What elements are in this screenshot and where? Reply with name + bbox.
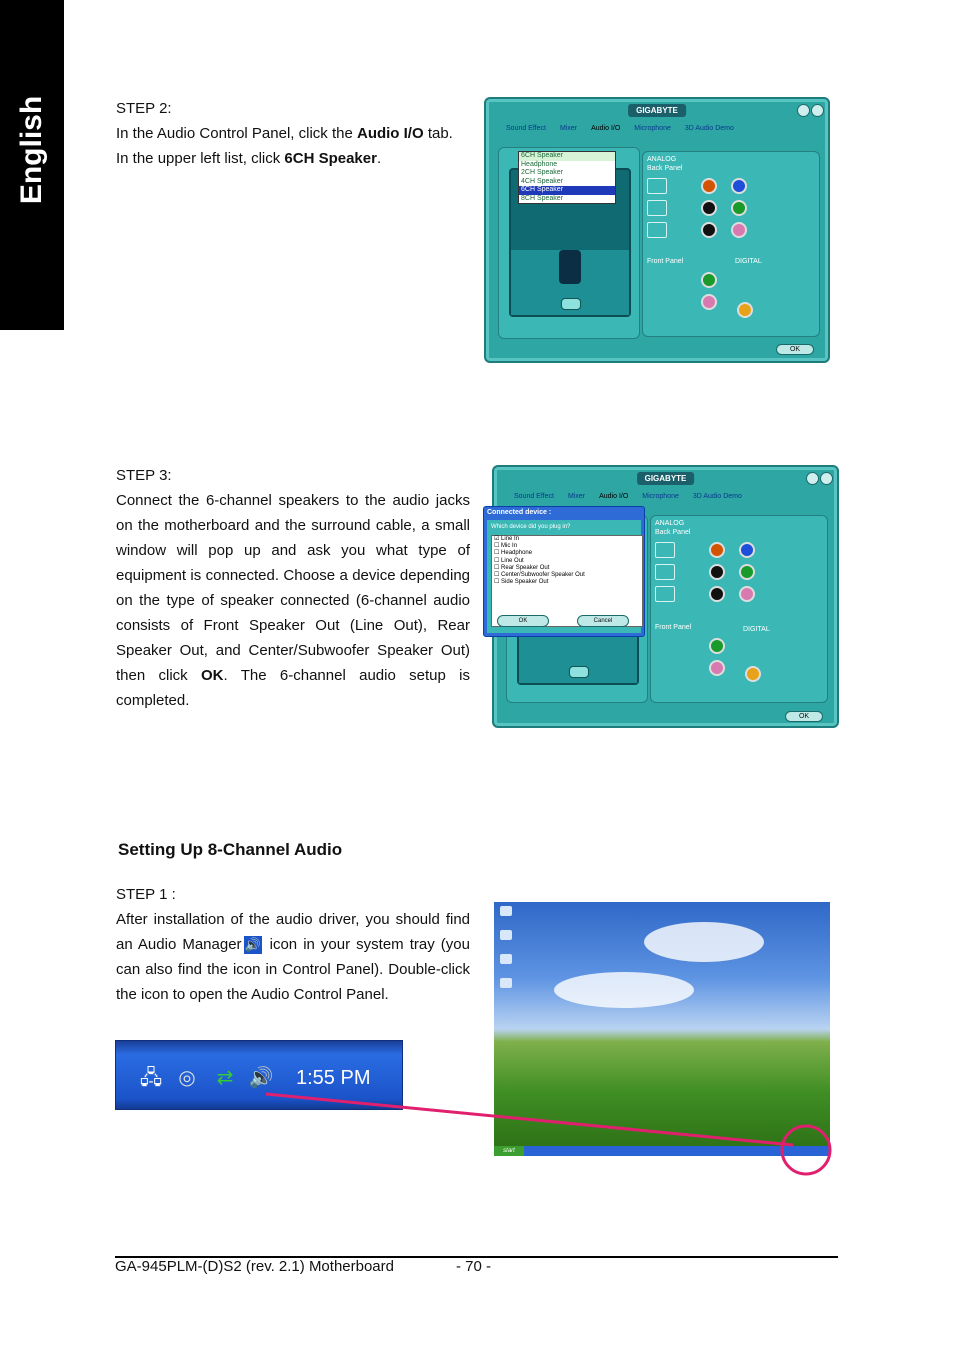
step2-heading: STEP 2:: [116, 100, 172, 117]
device-option[interactable]: ☐ Line Out: [494, 557, 524, 564]
footer-page-number: - 70 -: [456, 1258, 492, 1275]
device-option[interactable]: ☐ Headphone: [494, 550, 533, 557]
dropdown-value[interactable]: 6CH Speaker: [519, 152, 615, 161]
tab-audio-io[interactable]: Audio I/O: [599, 493, 629, 500]
device-option[interactable]: ☐ Center/Subwoofer Speaker Out: [494, 571, 585, 578]
gigabyte-logo: GIGABYTE: [637, 472, 695, 485]
dialog-cancel-button[interactable]: Cancel: [577, 615, 629, 627]
callout-line: [266, 1094, 793, 1145]
tab-audio-io[interactable]: Audio I/O: [591, 125, 621, 132]
dialog-question: Which device did you plug in?: [491, 524, 571, 530]
front-panel-label: Front Panel: [647, 258, 684, 265]
back-panel-label: Back Panel: [647, 165, 683, 172]
tray-clock: 1:55 PM: [296, 1067, 371, 1089]
tab-3d-audio-demo[interactable]: 3D Audio Demo: [692, 493, 742, 500]
audio-manager-speaker-icon[interactable]: 🔊: [248, 1067, 274, 1089]
step3-heading: STEP 3:: [116, 467, 172, 484]
safely-remove-hardware-icon[interactable]: ⇄: [216, 1067, 234, 1089]
ok-button[interactable]: OK: [785, 711, 823, 722]
device-option[interactable]: ☑ Line In: [494, 536, 520, 542]
dialog-ok-button[interactable]: OK: [497, 615, 549, 627]
callout-circle: [782, 1126, 830, 1174]
audio-cd-icon[interactable]: ◎: [178, 1067, 196, 1089]
analog-label: ANALOG: [647, 156, 677, 163]
analog-label: ANALOG: [655, 520, 685, 527]
dropdown-option[interactable]: Headphone: [521, 160, 558, 168]
digital-label: DIGITAL: [735, 258, 762, 265]
start-button[interactable]: start: [494, 1146, 524, 1156]
tab-sound-effect[interactable]: Sound Effect: [506, 125, 546, 132]
dropdown-option[interactable]: 2CH Speaker: [521, 169, 564, 176]
tab-mixer[interactable]: Mixer: [559, 125, 578, 132]
step1-heading: STEP 1 :: [116, 886, 176, 903]
step2-line2: In the upper left list, click 6CH Speaker.: [116, 150, 382, 167]
gigabyte-logo: GIGABYTE: [628, 104, 686, 117]
footer-model: GA-945PLM-(D)S2 (rev. 2.1) Motherboard: [115, 1258, 394, 1275]
tab-microphone[interactable]: Microphone: [642, 493, 679, 500]
front-panel-label: Front Panel: [655, 624, 692, 631]
step3-body: Connect the 6-channel speakers to the audio jacks on the motherboard and the surround cable, a small window will pop up and ask you what type of equipment is connected. Choose a device depending on the type of speaker connected (6-channel audio consists of Front Speaker Out (Line Out), Rear Speaker Out, and Center/Subwoofer Speaker Out) then click OK. The 6-channel audio setup is completed.: [116, 492, 470, 709]
dialog-title: Connected device :: [487, 509, 552, 516]
back-panel-label: Back Panel: [655, 529, 691, 536]
dropdown-option[interactable]: 8CH Speaker: [521, 194, 564, 202]
device-option[interactable]: ☐ Mic In: [494, 543, 518, 550]
section-heading: Setting Up 8-Channel Audio: [118, 840, 343, 859]
device-option[interactable]: ☐ Side Speaker Out: [494, 579, 549, 586]
speaker-icon: 🔊: [244, 937, 261, 953]
ok-button[interactable]: OK: [776, 344, 814, 355]
tab-mixer[interactable]: Mixer: [567, 493, 586, 500]
device-option[interactable]: ☐ Rear Speaker Out: [494, 564, 550, 571]
tab-microphone[interactable]: Microphone: [634, 125, 671, 132]
step1-body: After installation of the audio driver, you should find an Audio Manager 🔊 icon in your system tray (you can also find the icon in Control Panel). Double-click the icon to open the Audio Control Panel.: [116, 911, 470, 1003]
tab-sound-effect[interactable]: Sound Effect: [514, 493, 554, 500]
language-label: English: [15, 95, 48, 205]
digital-label: DIGITAL: [743, 626, 770, 633]
network-disconnected-icon[interactable]: 🖧: [139, 1067, 163, 1089]
dropdown-option-selected[interactable]: 6CH Speaker: [519, 186, 615, 195]
dropdown-option[interactable]: 4CH Speaker: [521, 177, 564, 185]
tab-3d-audio-demo[interactable]: 3D Audio Demo: [684, 125, 734, 132]
step2-line1: In the Audio Control Panel, click the Audio I/O tab.: [116, 125, 453, 142]
